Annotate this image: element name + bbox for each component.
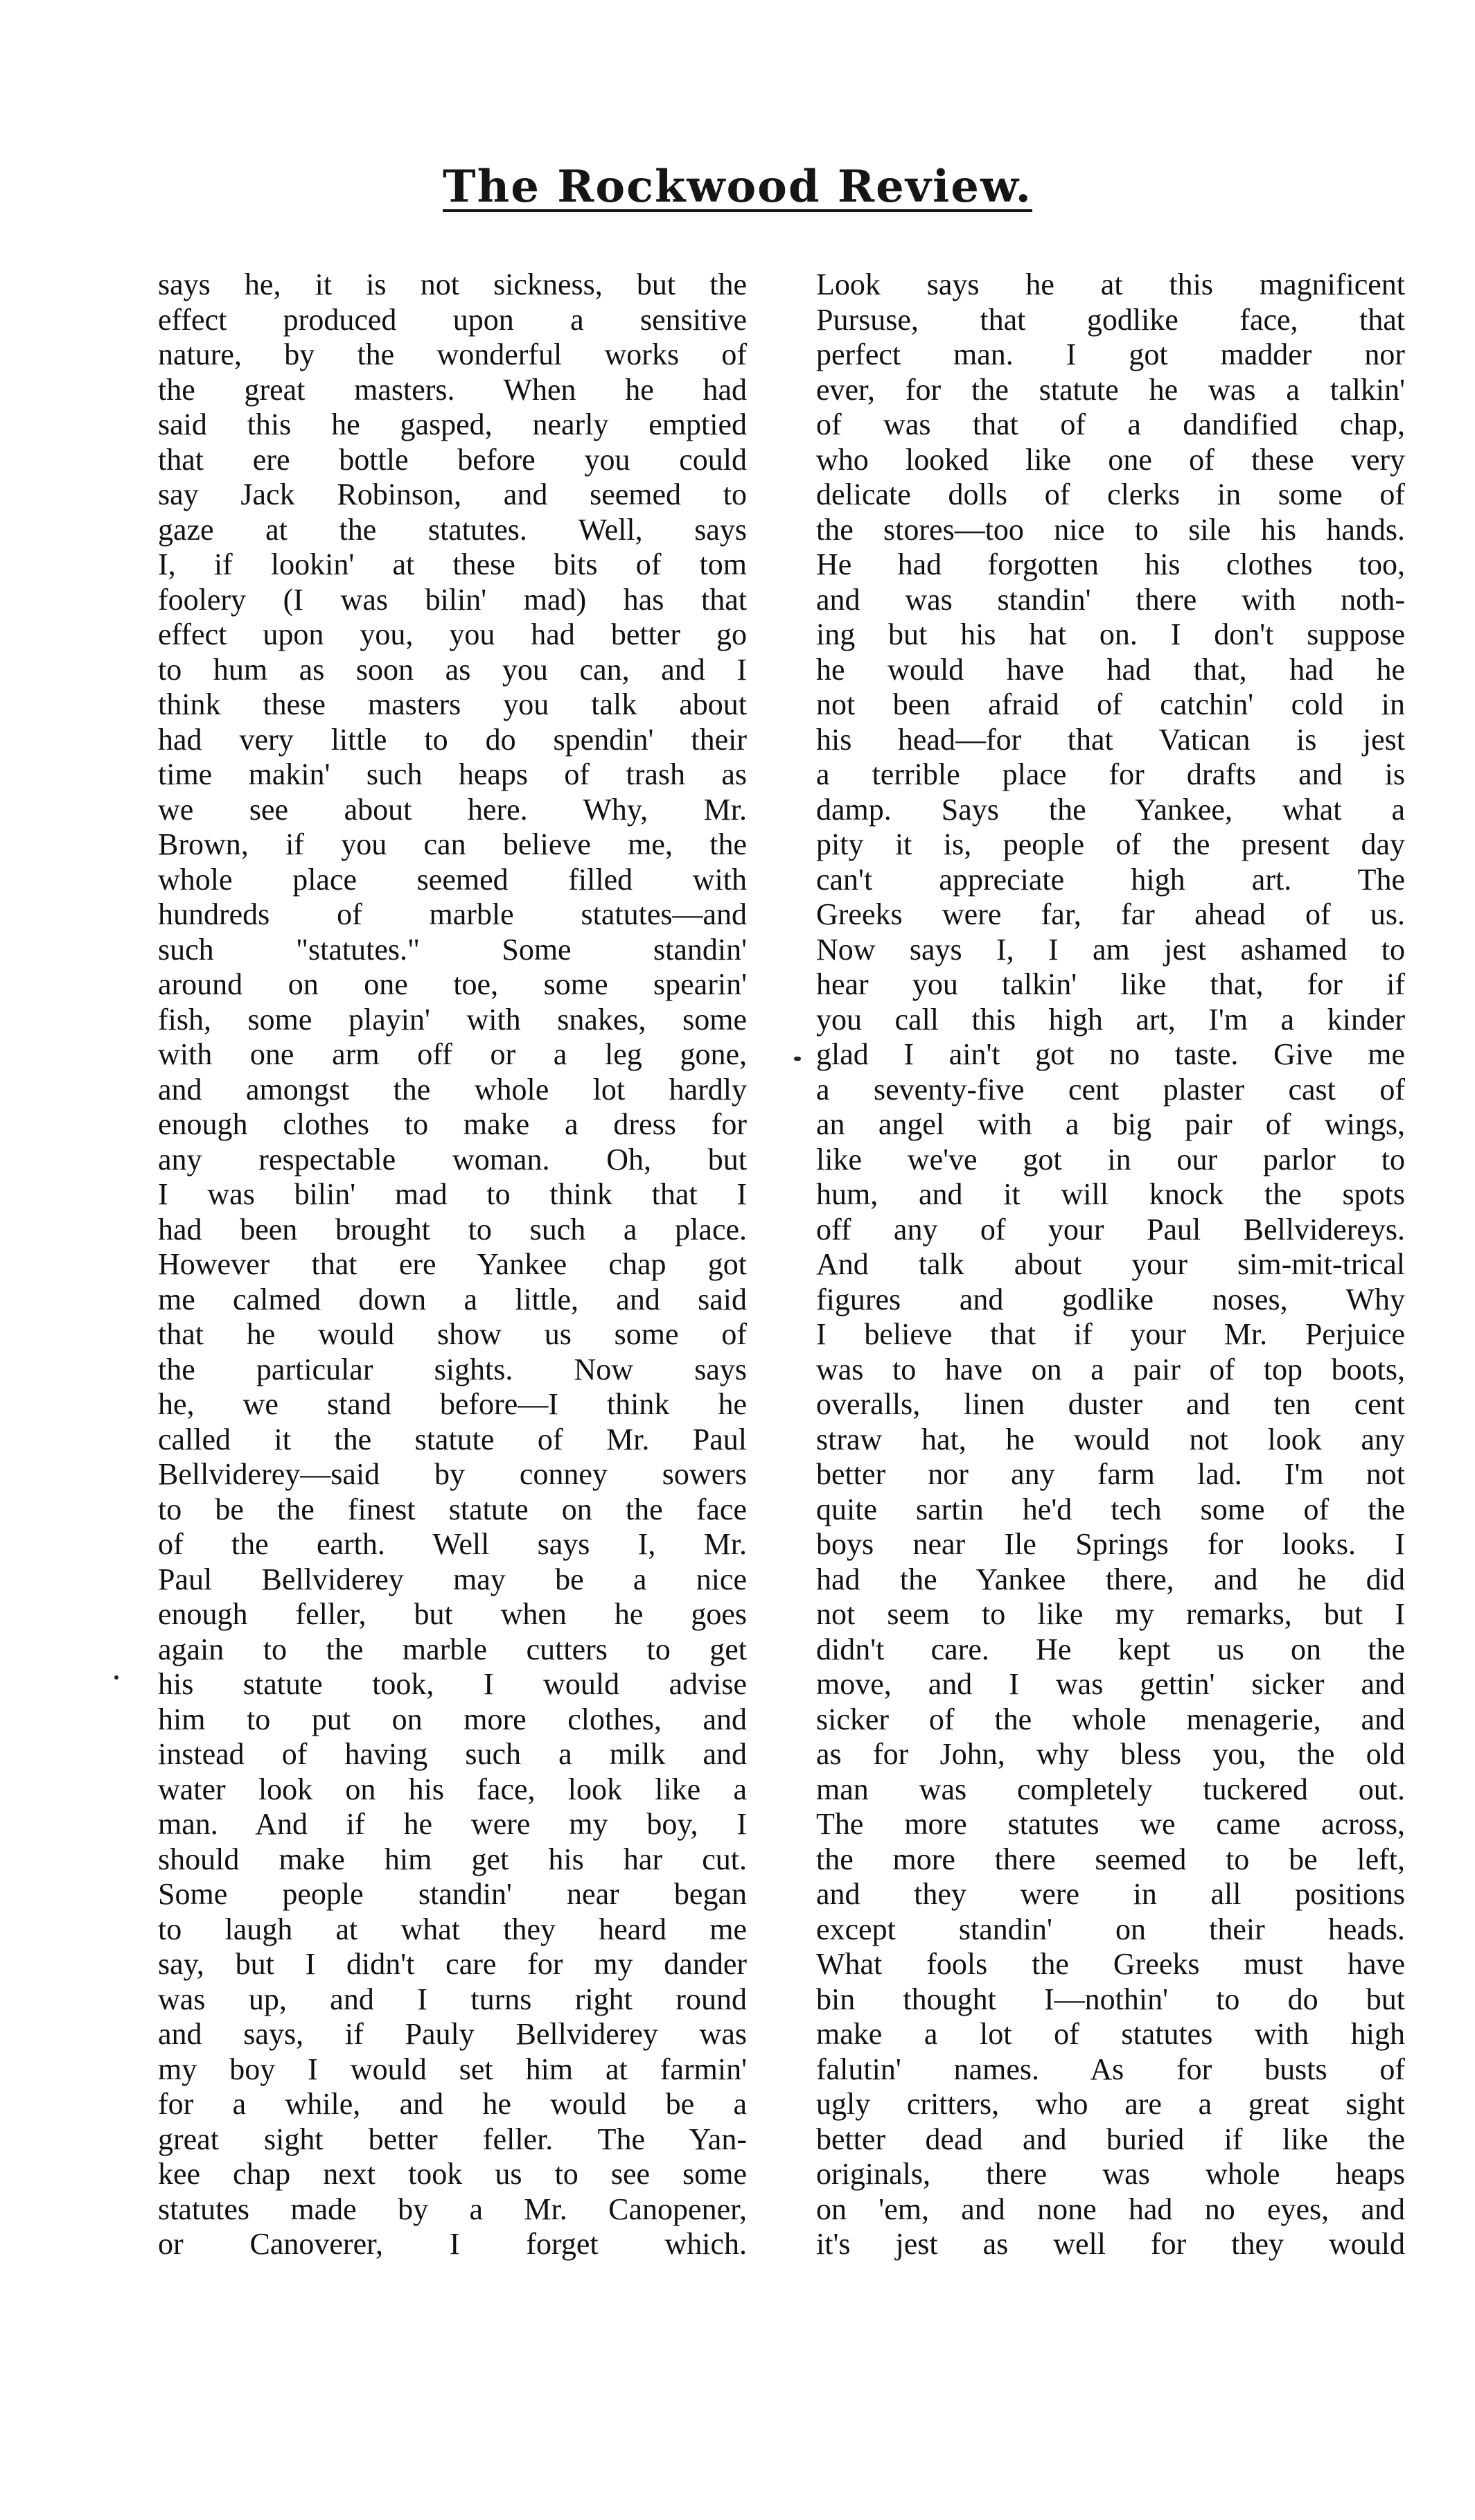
right-column-line: boys near Ile Springs for looks. I <box>816 1527 1405 1561</box>
left-column-line: to hum as soon as you can, and I <box>158 652 747 687</box>
right-column-line: like we've got in our parlor to <box>816 1142 1405 1177</box>
right-column-line: What fools the Greeks must have <box>816 1947 1405 1981</box>
left-column-line: says he, it is not sickness, but the <box>158 267 747 301</box>
left-column-line: for a while, and he would be a <box>158 2087 747 2121</box>
right-column-line: The more statutes we came across, <box>816 1807 1405 1841</box>
right-column-line: sicker of the whole menagerie, and <box>816 1702 1405 1736</box>
right-column-line: as for John, why bless you, the old <box>816 1737 1405 1771</box>
left-column-line: kee chap next took us to see some <box>158 2157 747 2191</box>
right-column-line: not been afraid of catchin' cold in <box>816 687 1405 721</box>
left-column-line: to laugh at what they heard me <box>158 1912 747 1946</box>
right-column-line: a terrible place for drafts and is <box>816 757 1405 791</box>
right-column-line: on 'em, and none had no eyes, and <box>816 2192 1405 2226</box>
left-column-line: nature, by the wonderful works of <box>158 337 747 371</box>
right-column-line: he would have had that, had he <box>816 652 1405 687</box>
right-text-column <box>816 267 1405 2262</box>
left-column-line: was up, and I turns right round <box>158 1982 747 2016</box>
right-column-line: quite sartin he'd tech some of the <box>816 1492 1405 1526</box>
right-column-line: Greeks were far, far ahead of us. <box>816 897 1405 931</box>
left-column-line: had been brought to such a place. <box>158 1212 747 1246</box>
right-column-line: I believe that if your Mr. Perjuice <box>816 1317 1405 1351</box>
right-column-line: delicate dolls of clerks in some of <box>816 477 1405 511</box>
right-column-line: can't appreciate high art. The <box>816 862 1405 897</box>
right-column-line: ever, for the statute he was a talkin' <box>816 372 1405 407</box>
left-column-line: again to the marble cutters to get <box>158 1632 747 1666</box>
right-column-line: and was standin' there with noth- <box>816 582 1405 617</box>
right-column-line: hear you talkin' like that, for if <box>816 967 1405 1001</box>
left-column-line: me calmed down a little, and said <box>158 1282 747 1316</box>
page-header <box>0 161 1475 213</box>
left-column-line: he, we stand before—I think he <box>158 1387 747 1421</box>
left-column-line: his statute took, I would advise <box>158 1667 747 1701</box>
left-column-line: effect upon you, you had better go <box>158 617 747 651</box>
margin-speck-mark <box>794 1057 801 1061</box>
left-column-line: and says, if Pauly Bellviderey was <box>158 2017 747 2051</box>
right-column-line: straw hat, he would not look any <box>816 1422 1405 1456</box>
left-column-line: such "statutes." Some standin' <box>158 932 747 967</box>
left-column-line: gaze at the statutes. Well, says <box>158 512 747 547</box>
right-column-line: man was completely tuckered out. <box>816 1772 1405 1806</box>
right-column-line: it's jest as well for they would <box>816 2227 1405 2261</box>
left-column-line: effect produced upon a sensitive <box>158 302 747 337</box>
right-column-line: off any of your Paul Bellvidereys. <box>816 1212 1405 1246</box>
journal-title: The Rockwood Review. <box>443 161 1032 213</box>
right-column-line: hum, and it will knock the spots <box>816 1177 1405 1211</box>
right-column-line: pity it is, people of the present day <box>816 827 1405 861</box>
left-column-line: or Canoverer, I forget which. <box>158 2227 747 2261</box>
left-column-line: enough feller, but when he goes <box>158 1597 747 1631</box>
right-column-line: perfect man. I got madder nor <box>816 337 1405 371</box>
right-column-line: a seventy-five cent plaster cast of <box>816 1072 1405 1107</box>
right-column-line: make a lot of statutes with high <box>816 2017 1405 2051</box>
left-column-line: my boy I would set him at farmin' <box>158 2052 747 2086</box>
right-column-line: an angel with a big pair of wings, <box>816 1107 1405 1141</box>
left-column-line: with one arm off or a leg gone, <box>158 1037 747 1071</box>
left-column-line: of the earth. Well says I, Mr. <box>158 1527 747 1561</box>
left-column-line: called it the statute of Mr. Paul <box>158 1422 747 1456</box>
right-column-line: overalls, linen duster and ten cent <box>816 1387 1405 1421</box>
left-column-line: Bellviderey—said by conney sowers <box>158 1457 747 1491</box>
right-column-line: glad I ain't got no taste. Give me <box>816 1037 1405 1071</box>
right-column-line: originals, there was whole heaps <box>816 2157 1405 2191</box>
right-column-line: better nor any farm lad. I'm not <box>816 1457 1405 1491</box>
right-column-line: ing but his hat on. I don't suppose <box>816 617 1405 651</box>
right-column-line: ugly critters, who are a great sight <box>816 2087 1405 2121</box>
left-column-line: instead of having such a milk and <box>158 1737 747 1771</box>
left-column-line: enough clothes to make a dress for <box>158 1107 747 1141</box>
right-column-line: was to have on a pair of top boots, <box>816 1352 1405 1386</box>
left-column-line: time makin' such heaps of trash as <box>158 757 747 791</box>
right-column-line: his head—for that Vatican is jest <box>816 722 1405 757</box>
left-column-line: Some people standin' near began <box>158 1877 747 1911</box>
left-column-line: I, if lookin' at these bits of tom <box>158 547 747 581</box>
right-column-line: not seem to like my remarks, but I <box>816 1597 1405 1631</box>
left-column-line: said this he gasped, nearly emptied <box>158 407 747 441</box>
left-column-line: and amongst the whole lot hardly <box>158 1072 747 1107</box>
left-column-line: I was bilin' mad to think that I <box>158 1177 747 1211</box>
right-column-line: falutin' names. As for busts of <box>816 2052 1405 2086</box>
right-column-line: Look says he at this magnificent <box>816 267 1405 301</box>
left-column-line: around on one toe, some spearin' <box>158 967 747 1001</box>
right-column-line: of was that of a dandified chap, <box>816 407 1405 441</box>
right-column-line: the stores—too nice to sile his hands. <box>816 512 1405 547</box>
left-column-line: hundreds of marble statutes—and <box>158 897 747 931</box>
right-column-line: had the Yankee there, and he did <box>816 1562 1405 1596</box>
right-column-line: damp. Says the Yankee, what a <box>816 792 1405 827</box>
right-column-line: better dead and buried if like the <box>816 2122 1405 2156</box>
left-column-line: fish, some playin' with snakes, some <box>158 1002 747 1037</box>
left-column-line: whole place seemed filled with <box>158 862 747 897</box>
left-column-line: to be the finest statute on the face <box>158 1492 747 1526</box>
right-column-line: He had forgotten his clothes too, <box>816 547 1405 581</box>
right-column-line: and they were in all positions <box>816 1877 1405 1911</box>
left-column-line: him to put on more clothes, and <box>158 1702 747 1736</box>
left-column-line: Paul Bellviderey may be a nice <box>158 1562 747 1596</box>
left-column-line: foolery (I was bilin' mad) has that <box>158 582 747 617</box>
left-column-line: had very little to do spendin' their <box>158 722 747 757</box>
left-text-column <box>158 267 747 2262</box>
margin-speck-mark <box>114 1675 118 1680</box>
right-column-line: the more there seemed to be left, <box>816 1842 1405 1876</box>
right-column-line: Pursuse, that godlike face, that <box>816 302 1405 337</box>
right-column-line: move, and I was gettin' sicker and <box>816 1667 1405 1701</box>
left-column-line: statutes made by a Mr. Canopener, <box>158 2192 747 2226</box>
left-column-line: the particular sights. Now says <box>158 1352 747 1386</box>
left-column-line: should make him get his har cut. <box>158 1842 747 1876</box>
right-column-line: figures and godlike noses, Why <box>816 1282 1405 1316</box>
left-column-line: man. And if he were my boy, I <box>158 1807 747 1841</box>
right-column-line: who looked like one of these very <box>816 442 1405 477</box>
right-column-line: except standin' on their heads. <box>816 1912 1405 1946</box>
right-column-line: didn't care. He kept us on the <box>816 1632 1405 1666</box>
left-column-line: However that ere Yankee chap got <box>158 1247 747 1281</box>
left-column-line: any respectable woman. Oh, but <box>158 1142 747 1177</box>
right-column-line: Now says I, I am jest ashamed to <box>816 932 1405 967</box>
left-column-line: that ere bottle before you could <box>158 442 747 477</box>
left-column-line: great sight better feller. The Yan- <box>158 2122 747 2156</box>
right-column-line: you call this high art, I'm a kinder <box>816 1002 1405 1037</box>
left-column-line: the great masters. When he had <box>158 372 747 407</box>
right-column-line: bin thought I—nothin' to do but <box>816 1982 1405 2016</box>
right-column-line: And talk about your sim-mit-trical <box>816 1247 1405 1281</box>
left-column-line: that he would show us some of <box>158 1317 747 1351</box>
left-column-line: water look on his face, look like a <box>158 1772 747 1806</box>
left-column-line: say Jack Robinson, and seemed to <box>158 477 747 511</box>
left-column-line: say, but I didn't care for my dander <box>158 1947 747 1981</box>
left-column-line: Brown, if you can believe me, the <box>158 827 747 861</box>
left-column-line: we see about here. Why, Mr. <box>158 792 747 827</box>
left-column-line: think these masters you talk about <box>158 687 747 721</box>
